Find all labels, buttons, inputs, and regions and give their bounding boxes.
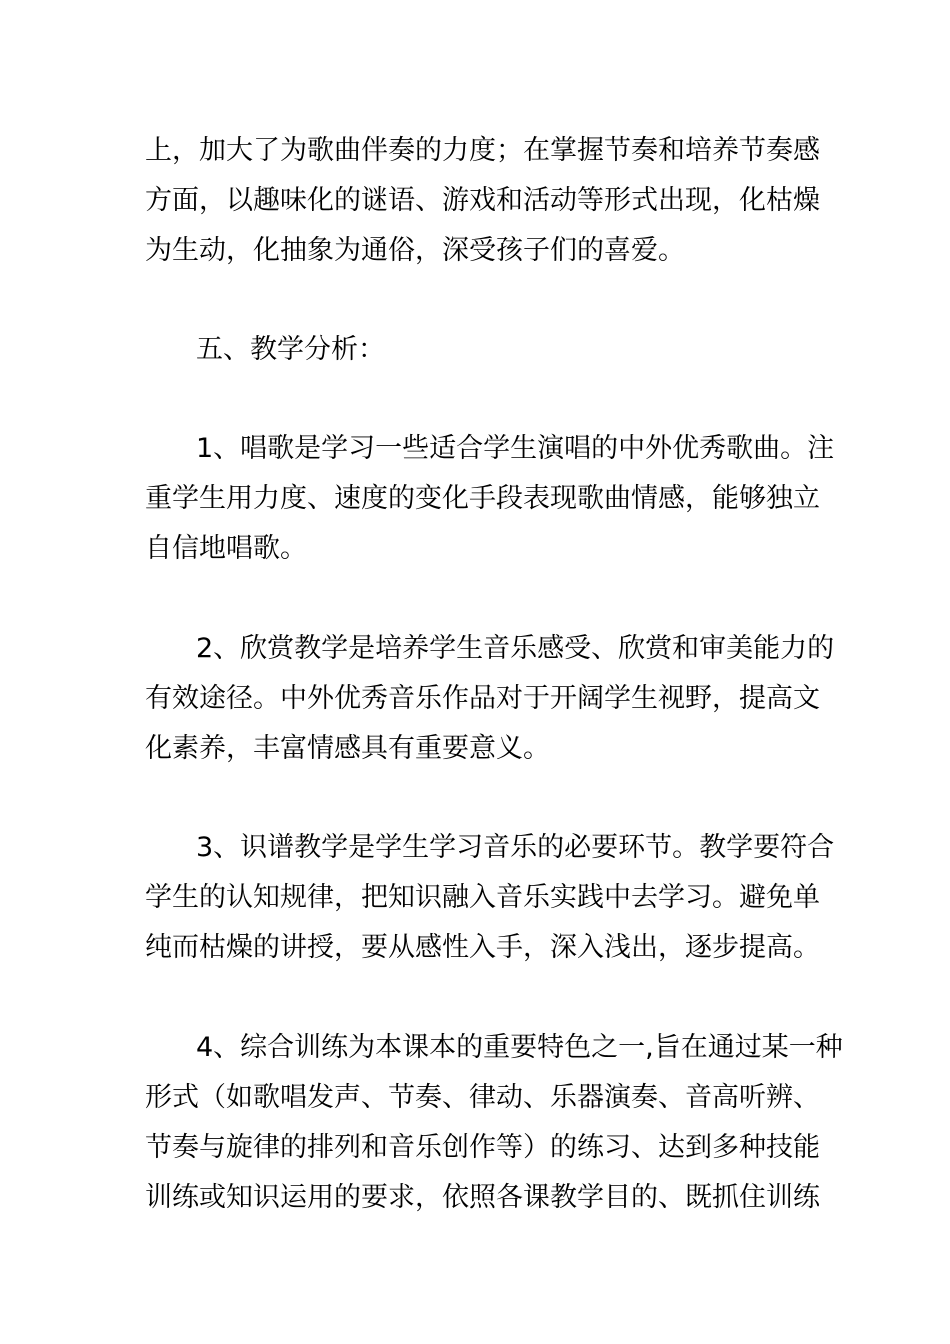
- item1-line-1: 1、唱歌是学习一些适合学生演唱的中外优秀歌曲。注: [196, 433, 835, 464]
- item3-line-2: 学生的认知规律，把知识融入音乐实践中去学习。避免单: [145, 882, 820, 913]
- item2-line-3: 化素养，丰富情感具有重要意义。: [145, 733, 550, 764]
- item2-line-1: 2、欣赏教学是培养学生音乐感受、欣赏和审美能力的: [196, 633, 835, 664]
- item4-line-1: 4、综合训练为本课本的重要特色之一,旨在通过某一种: [196, 1032, 843, 1063]
- item1-line-3: 自信地唱歌。: [145, 533, 307, 564]
- section-heading: 五、教学分析：: [196, 334, 385, 365]
- intro-line-1: 上，加大了为歌曲伴奏的力度；在掌握节奏和培养节奏感: [145, 135, 820, 166]
- intro-line-2: 方面，以趣味化的谜语、游戏和活动等形式出现，化枯燥: [145, 185, 820, 216]
- item1-line-2: 重学生用力度、速度的变化手段表现歌曲情感，能够独立: [145, 483, 820, 514]
- item3-line-1: 3、识谱教学是学生学习音乐的必要环节。教学要符合: [196, 832, 835, 863]
- item4-line-3: 节奏与旋律的排列和音乐创作等）的练习、达到多种技能: [145, 1132, 820, 1163]
- item2-line-2: 有效途径。中外优秀音乐作品对于开阔学生视野，提高文: [145, 683, 820, 714]
- item4-line-2: 形式（如歌唱发声、节奏、律动、乐器演奏、音高听辨、: [145, 1082, 820, 1113]
- intro-line-3: 为生动，化抽象为通俗，深受孩子们的喜爱。: [145, 235, 685, 266]
- item4-line-4: 训练或知识运用的要求，依照各课教学目的、既抓住训练: [145, 1182, 820, 1213]
- item3-line-3: 纯而枯燥的讲授，要从感性入手，深入浅出，逐步提高。: [145, 932, 820, 963]
